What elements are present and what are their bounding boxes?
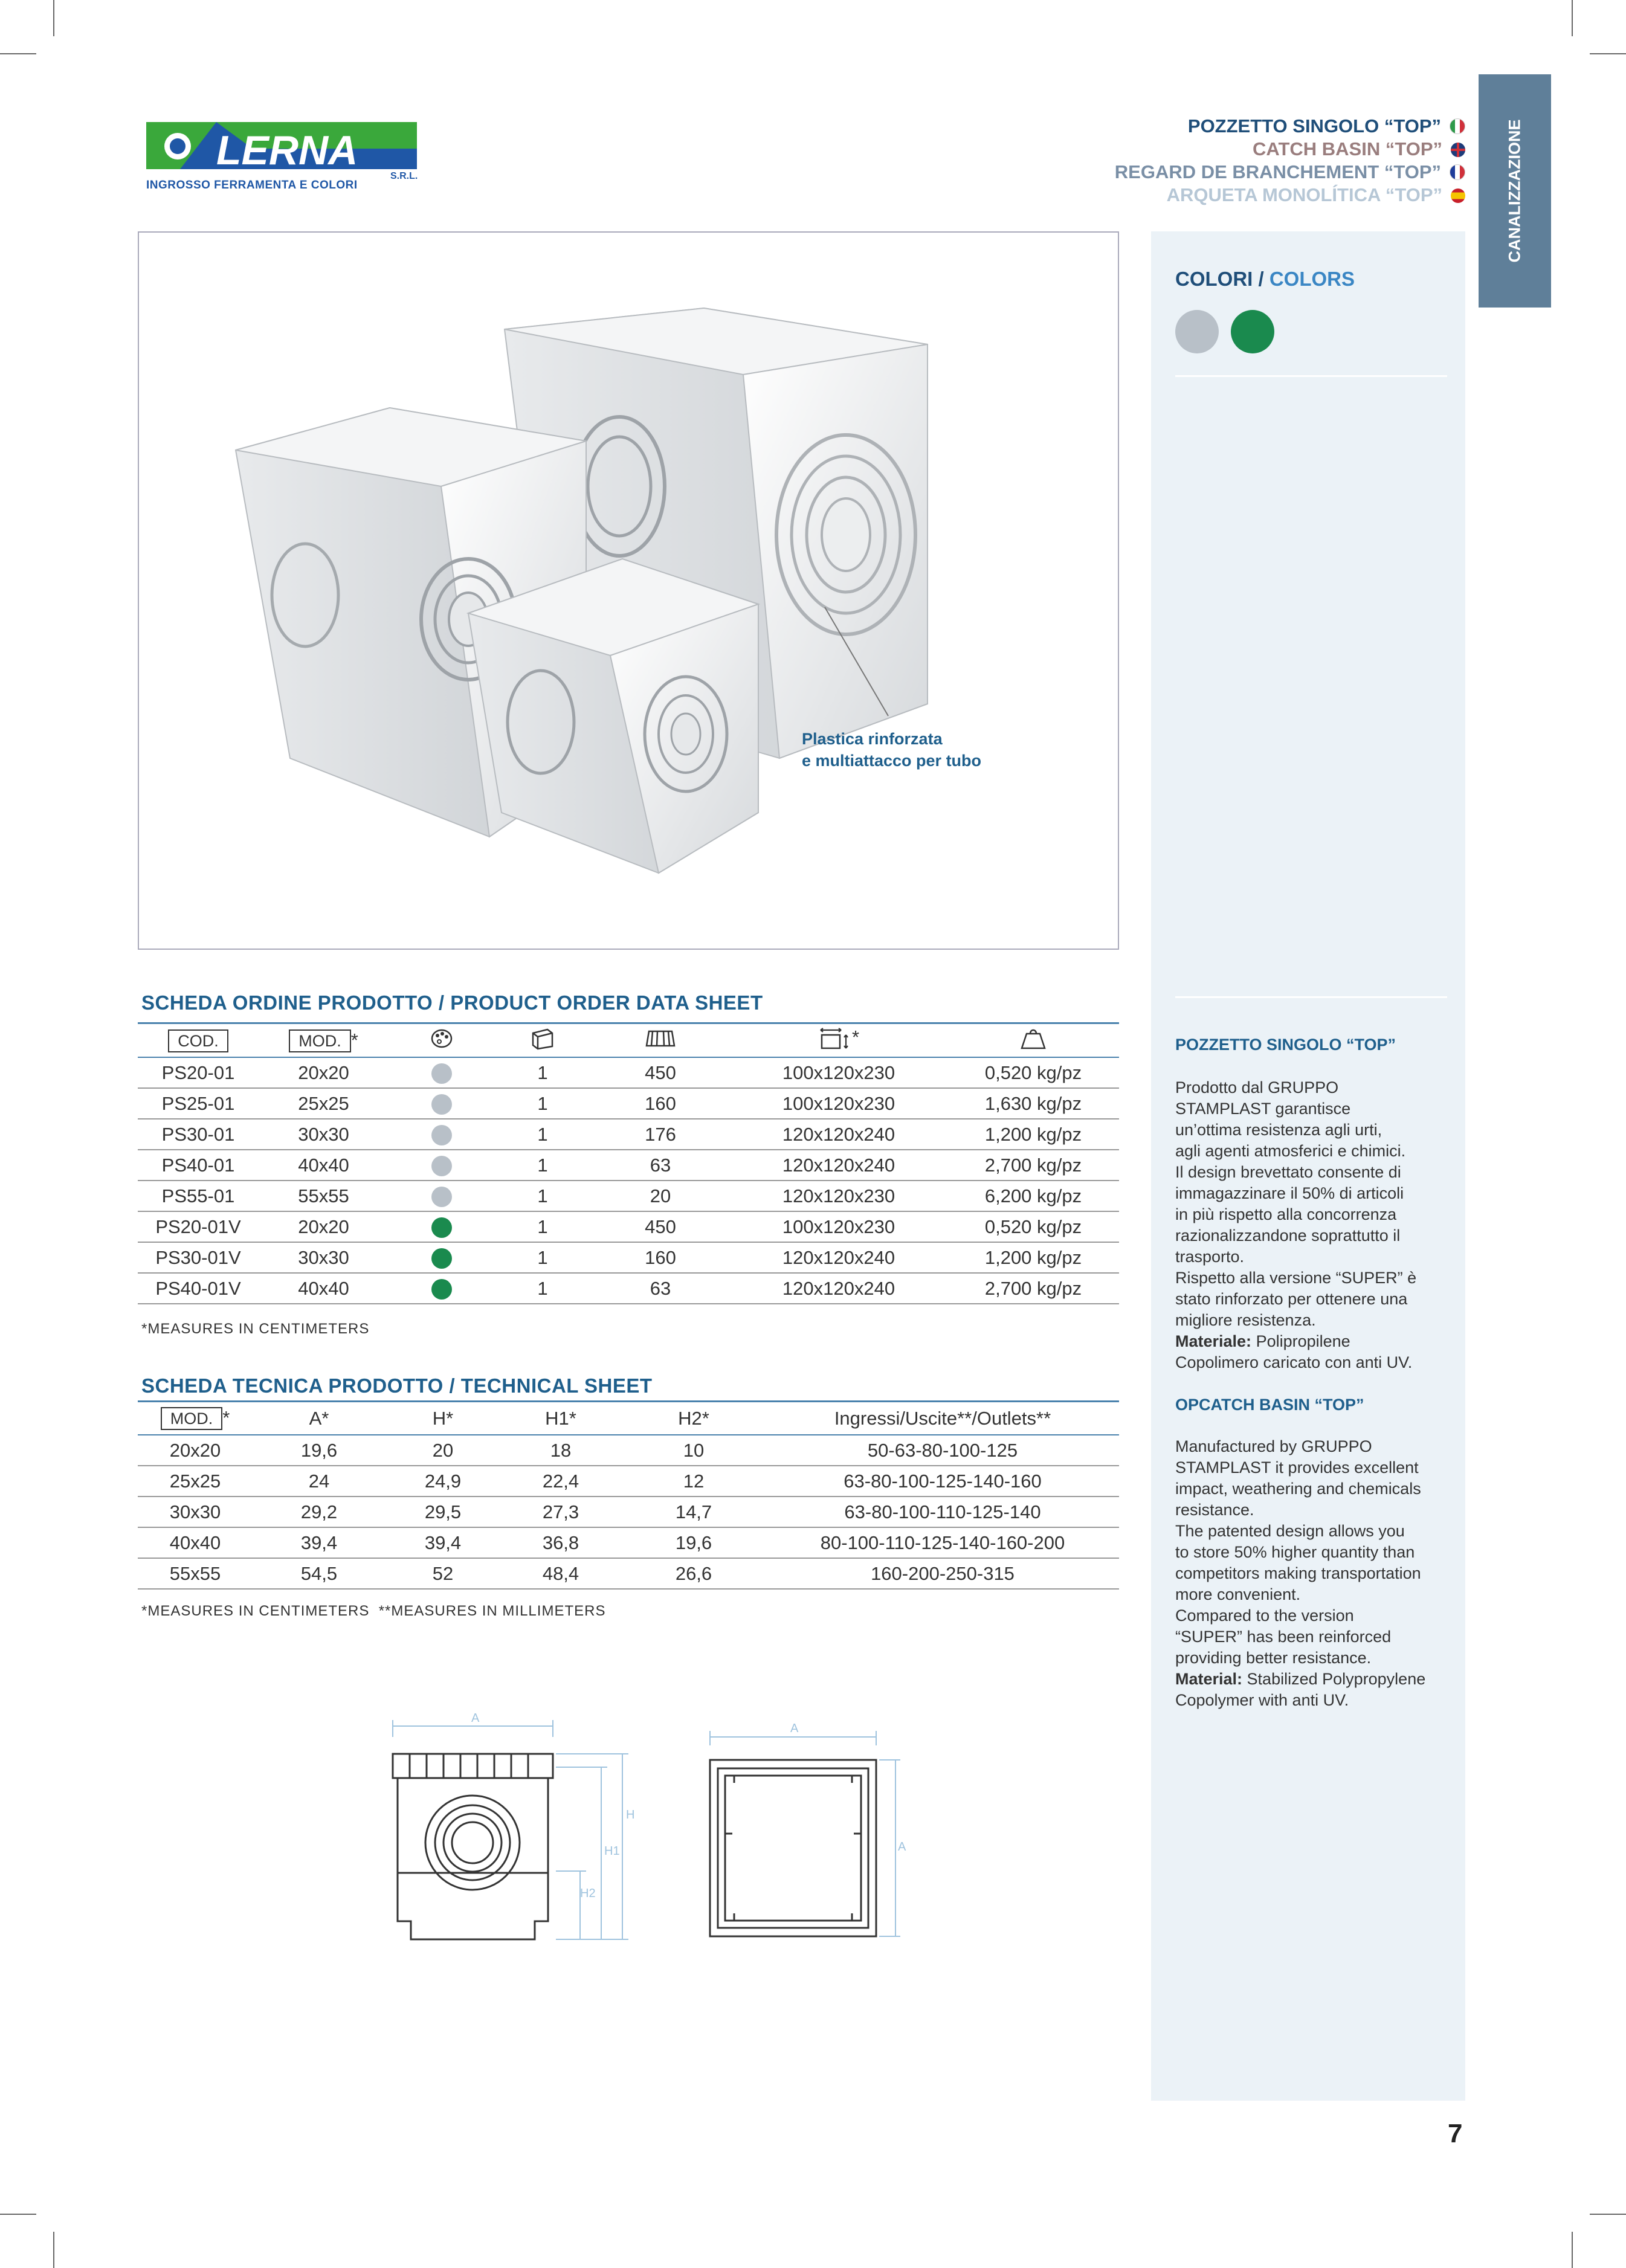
mod-star: * xyxy=(350,1029,358,1051)
logo[interactable] xyxy=(144,118,422,197)
product-photo xyxy=(138,231,1119,950)
cell-cod: PS20-01 xyxy=(138,1057,259,1088)
color-palette-icon xyxy=(430,1028,454,1049)
order-table-header xyxy=(138,1025,1119,1057)
cell-mod: 55x55 xyxy=(259,1181,389,1211)
cell-weight: 0,520 kg/pz xyxy=(947,1211,1119,1242)
crop-mark xyxy=(1572,0,1573,36)
crop-mark xyxy=(53,0,54,36)
description-it-line: trasporto. xyxy=(1175,1248,1245,1266)
cell-weight: 1,200 kg/pz xyxy=(947,1242,1119,1273)
title-es: ARQUETA MONOLÍTICA “TOP” xyxy=(1166,184,1442,205)
cell-color xyxy=(389,1057,494,1088)
box-quantity-icon xyxy=(529,1027,556,1050)
description-it-line: razionalizzandone soprattutto il xyxy=(1175,1226,1401,1245)
color-dot-grey xyxy=(431,1125,452,1145)
description-en-title: OPCATCH BASIN “TOP” xyxy=(1175,1396,1364,1414)
cell-pallet: 63 xyxy=(591,1273,730,1304)
dim-label-a: A xyxy=(471,1713,480,1725)
cell-weight: 0,520 kg/pz xyxy=(947,1057,1119,1088)
dim-label-a: A xyxy=(898,1840,906,1854)
cell-qty: 1 xyxy=(494,1242,591,1273)
color-dot-grey xyxy=(431,1187,452,1207)
cell-h1: 27,3 xyxy=(500,1496,621,1527)
cell-mod: 30x30 xyxy=(259,1242,389,1273)
callout-line: Plastica rinforzata xyxy=(802,730,943,748)
cell-h1: 22,4 xyxy=(500,1466,621,1496)
table-row xyxy=(138,1466,1119,1496)
material-en-value: Stabilized Polypropylene xyxy=(1242,1670,1426,1688)
tech-sheet-note: *MEASURES IN CENTIMETERS **MEASURES IN MILLIMETERS xyxy=(141,1603,606,1619)
flag-fr-icon xyxy=(1450,164,1465,180)
description-it xyxy=(1175,1077,1453,1373)
cell-dims: 100x120x230 xyxy=(730,1057,947,1088)
description-it-line: Prodotto dal GRUPPO xyxy=(1175,1078,1339,1097)
color-swatch-grey xyxy=(1175,310,1219,353)
description-en-line: Manufactured by GRUPPO xyxy=(1175,1437,1372,1455)
cell-weight: 1,630 kg/pz xyxy=(947,1088,1119,1119)
cell-mod: 25x25 xyxy=(259,1088,389,1119)
cell-pallet: 63 xyxy=(591,1150,730,1181)
dimensions-icon xyxy=(818,1026,852,1051)
col-mod xyxy=(259,1025,389,1057)
color-dot-grey xyxy=(431,1094,452,1115)
mod-header: MOD. xyxy=(161,1407,223,1430)
col-h: H* xyxy=(386,1403,500,1435)
logo-brand: LERNA xyxy=(216,127,358,173)
cod-header: COD. xyxy=(168,1029,228,1052)
cell-weight: 6,200 kg/pz xyxy=(947,1181,1119,1211)
cell-color xyxy=(389,1119,494,1150)
cell-a: 54,5 xyxy=(253,1558,386,1589)
cell-weight: 1,200 kg/pz xyxy=(947,1119,1119,1150)
tech-table-header xyxy=(138,1403,1119,1435)
title-es-row xyxy=(1115,184,1465,207)
cell-mod: 20x20 xyxy=(259,1057,389,1088)
order-sheet-note: *MEASURES IN CENTIMETERS xyxy=(141,1321,370,1337)
cell-pallet: 160 xyxy=(591,1242,730,1273)
material-it-value: Polipropilene xyxy=(1251,1332,1350,1350)
cell-qty: 1 xyxy=(494,1181,591,1211)
cell-pallet: 450 xyxy=(591,1211,730,1242)
material-it-line2: Copolimero caricato con anti UV. xyxy=(1175,1353,1413,1371)
page-number: 7 xyxy=(1448,2119,1463,2148)
description-it-line: Il design brevettato consente di xyxy=(1175,1163,1401,1181)
material-it xyxy=(1175,1331,1453,1352)
cell-qty: 1 xyxy=(494,1211,591,1242)
col-color xyxy=(389,1025,494,1057)
cell-a: 19,6 xyxy=(253,1435,386,1466)
cell-a: 29,2 xyxy=(253,1496,386,1527)
cell-mod: 40x40 xyxy=(259,1150,389,1181)
cell-cod: PS30-01 xyxy=(138,1119,259,1150)
table-row xyxy=(138,1558,1119,1589)
mod-star: * xyxy=(222,1407,230,1428)
description-en-line: resistance. xyxy=(1175,1501,1254,1519)
cell-h1: 48,4 xyxy=(500,1558,621,1589)
cell-dims: 120x120x240 xyxy=(730,1273,947,1304)
description-it-line: STAMPLAST garantisce xyxy=(1175,1100,1351,1118)
description-en-line: competitors making transportation xyxy=(1175,1564,1421,1582)
color-dot-grey xyxy=(431,1063,452,1084)
col-qty xyxy=(494,1025,591,1057)
cell-color xyxy=(389,1242,494,1273)
cell-mod: 40x40 xyxy=(259,1273,389,1304)
cell-h: 24,9 xyxy=(386,1466,500,1496)
callout-line: e multiattacco per tubo xyxy=(802,752,982,770)
crop-mark xyxy=(0,2214,36,2215)
crop-mark xyxy=(0,53,36,54)
cell-color xyxy=(389,1273,494,1304)
material-en xyxy=(1175,1669,1453,1690)
flag-it-icon xyxy=(1450,118,1465,134)
tech-sheet-title: SCHEDA TECNICA PRODOTTO / TECHNICAL SHEET xyxy=(141,1374,653,1397)
table-row xyxy=(138,1211,1119,1242)
cell-color xyxy=(389,1150,494,1181)
colors-heading xyxy=(1175,268,1355,291)
crop-mark xyxy=(1590,53,1626,54)
table-row xyxy=(138,1273,1119,1304)
description-it-line: un’ottima resistenza agli urti, xyxy=(1175,1121,1382,1139)
cell-dims: 120x120x240 xyxy=(730,1119,947,1150)
technical-drawing-top xyxy=(701,1719,912,1973)
divider xyxy=(1175,996,1447,998)
cell-a: 39,4 xyxy=(253,1527,386,1558)
description-it-line: migliore resistenza. xyxy=(1175,1311,1316,1329)
cell-color xyxy=(389,1181,494,1211)
weight-icon xyxy=(1019,1026,1047,1051)
cell-mod: 25x25 xyxy=(138,1466,253,1496)
section-tab-label: CANALIZZAZIONE xyxy=(1505,119,1524,263)
cell-mod: 20x20 xyxy=(138,1435,253,1466)
cell-h: 20 xyxy=(386,1435,500,1466)
col-cod xyxy=(138,1025,259,1057)
photo-callout xyxy=(802,728,981,772)
title-fr-row xyxy=(1115,161,1465,184)
col-h2: H2* xyxy=(621,1403,766,1435)
title-en: CATCH BASIN “TOP” xyxy=(1252,138,1442,159)
dim-label-a: A xyxy=(790,1722,799,1735)
cell-h: 29,5 xyxy=(386,1496,500,1527)
cell-color xyxy=(389,1211,494,1242)
col-h1: H1* xyxy=(500,1403,621,1435)
cell-io: 63-80-100-125-140-160 xyxy=(766,1466,1119,1496)
mod-header: MOD. xyxy=(289,1029,351,1052)
cell-h: 39,4 xyxy=(386,1527,500,1558)
description-en-line: “SUPER” has been reinforced xyxy=(1175,1628,1392,1646)
crop-mark xyxy=(1572,2232,1573,2268)
cell-h2: 26,6 xyxy=(621,1558,766,1589)
cell-h2: 12 xyxy=(621,1466,766,1496)
cell-pallet: 450 xyxy=(591,1057,730,1088)
cell-mod: 20x20 xyxy=(259,1211,389,1242)
tech-sheet-rule xyxy=(138,1400,1119,1402)
table-row xyxy=(138,1057,1119,1088)
dim-label-h: H xyxy=(626,1808,635,1822)
dim-label-h1: H1 xyxy=(604,1844,620,1858)
catch-basin-illustration xyxy=(139,233,1118,949)
cell-h2: 10 xyxy=(621,1435,766,1466)
description-it-line: agli agenti atmosferici e chimici. xyxy=(1175,1142,1406,1160)
cell-weight: 2,700 kg/pz xyxy=(947,1150,1119,1181)
cell-io: 160-200-250-315 xyxy=(766,1558,1119,1589)
col-weight xyxy=(947,1025,1119,1057)
cell-cod: PS20-01V xyxy=(138,1211,259,1242)
cell-color xyxy=(389,1088,494,1119)
cell-mod: 30x30 xyxy=(138,1496,253,1527)
description-en xyxy=(1175,1436,1453,1711)
divider xyxy=(1175,375,1447,377)
dims-star: * xyxy=(851,1026,860,1048)
cell-mod: 40x40 xyxy=(138,1527,253,1558)
order-sheet-rule xyxy=(138,1022,1119,1024)
cell-qty: 1 xyxy=(494,1088,591,1119)
cell-dims: 120x120x240 xyxy=(730,1242,947,1273)
order-table xyxy=(138,1025,1119,1304)
cell-dims: 120x120x230 xyxy=(730,1181,947,1211)
color-dot-green xyxy=(431,1248,452,1269)
cell-h: 52 xyxy=(386,1558,500,1589)
logo-tagline: INGROSSO FERRAMENTA E COLORI xyxy=(146,179,358,192)
cell-dims: 120x120x240 xyxy=(730,1150,947,1181)
cell-io: 50-63-80-100-125 xyxy=(766,1435,1119,1466)
table-row xyxy=(138,1527,1119,1558)
table-row xyxy=(138,1150,1119,1181)
title-it: POZZETTO SINGOLO “TOP” xyxy=(1187,115,1441,137)
cell-a: 24 xyxy=(253,1466,386,1496)
table-row xyxy=(138,1435,1119,1466)
cell-pallet: 20 xyxy=(591,1181,730,1211)
color-dot-grey xyxy=(431,1156,452,1176)
cell-h1: 18 xyxy=(500,1435,621,1466)
dim-label-h2: H2 xyxy=(580,1887,596,1900)
color-dot-green xyxy=(431,1279,452,1300)
cell-h1: 36,8 xyxy=(500,1527,621,1558)
cell-qty: 1 xyxy=(494,1057,591,1088)
description-en-line: to store 50% higher quantity than xyxy=(1175,1543,1415,1561)
colors-label-en: COLORS xyxy=(1269,268,1355,290)
cell-io: 63-80-100-110-125-140 xyxy=(766,1496,1119,1527)
cell-cod: PS30-01V xyxy=(138,1242,259,1273)
flag-es-icon xyxy=(1451,188,1465,203)
title-fr: REGARD DE BRANCHEMENT “TOP” xyxy=(1114,161,1441,182)
tech-table xyxy=(138,1403,1119,1590)
cell-weight: 2,700 kg/pz xyxy=(947,1273,1119,1304)
cell-h2: 14,7 xyxy=(621,1496,766,1527)
cell-h2: 19,6 xyxy=(621,1527,766,1558)
logo-suffix: S.R.L. xyxy=(390,171,418,181)
col-mod xyxy=(138,1403,253,1435)
color-swatch-green xyxy=(1231,310,1274,353)
table-row xyxy=(138,1181,1119,1211)
technical-drawing-side xyxy=(381,1713,640,1979)
cell-dims: 100x120x230 xyxy=(730,1211,947,1242)
colors-label-it: COLORI / xyxy=(1175,268,1264,290)
description-it-line: in più rispetto alla concorrenza xyxy=(1175,1205,1397,1223)
cell-mod: 55x55 xyxy=(138,1558,253,1589)
cell-cod: PS55-01 xyxy=(138,1181,259,1211)
cell-mod: 30x30 xyxy=(259,1119,389,1150)
cell-cod: PS40-01 xyxy=(138,1150,259,1181)
description-en-line: more convenient. xyxy=(1175,1585,1301,1603)
material-en-line2: Copolymer with anti UV. xyxy=(1175,1691,1349,1709)
description-it-line: Rispetto alla versione “SUPER” è xyxy=(1175,1269,1417,1287)
cell-pallet: 160 xyxy=(591,1088,730,1119)
material-en-label: Material: xyxy=(1175,1670,1243,1688)
description-en-line: impact, weathering and chemicals xyxy=(1175,1480,1421,1498)
description-it-title: POZZETTO SINGOLO “TOP” xyxy=(1175,1036,1396,1054)
title-it-row xyxy=(1115,115,1465,138)
description-en-line: Compared to the version xyxy=(1175,1606,1354,1625)
section-tab[interactable] xyxy=(1479,74,1551,308)
cell-qty: 1 xyxy=(494,1150,591,1181)
cell-io: 80-100-110-125-140-160-200 xyxy=(766,1527,1119,1558)
description-en-line: STAMPLAST it provides excellent xyxy=(1175,1458,1419,1477)
table-row xyxy=(138,1496,1119,1527)
cell-cod: PS25-01 xyxy=(138,1088,259,1119)
material-it-label: Materiale: xyxy=(1175,1332,1252,1350)
cell-pallet: 176 xyxy=(591,1119,730,1150)
table-row xyxy=(138,1119,1119,1150)
side-panel xyxy=(1151,231,1465,2101)
crop-mark xyxy=(1590,2214,1626,2215)
cell-qty: 1 xyxy=(494,1273,591,1304)
cell-qty: 1 xyxy=(494,1119,591,1150)
col-dims xyxy=(730,1025,947,1057)
col-pallet xyxy=(591,1025,730,1057)
cell-cod: PS40-01V xyxy=(138,1273,259,1304)
description-en-line: providing better resistance. xyxy=(1175,1649,1372,1667)
description-en-line: The patented design allows you xyxy=(1175,1522,1405,1540)
col-io: Ingressi/Uscite**/Outlets** xyxy=(766,1403,1119,1435)
description-it-line: stato rinforzato per ottenere una xyxy=(1175,1290,1408,1308)
crop-mark xyxy=(53,2232,54,2268)
pallet-icon xyxy=(644,1028,677,1049)
col-a: A* xyxy=(253,1403,386,1435)
cell-dims: 100x120x230 xyxy=(730,1088,947,1119)
order-sheet-title: SCHEDA ORDINE PRODOTTO / PRODUCT ORDER DATA SHEET xyxy=(141,991,763,1014)
description-it-line: immagazzinare il 50% di articoli xyxy=(1175,1184,1404,1202)
logo-graphic xyxy=(144,118,422,185)
color-dot-green xyxy=(431,1217,452,1238)
table-row xyxy=(138,1088,1119,1119)
table-row xyxy=(138,1242,1119,1273)
title-en-row xyxy=(1115,138,1465,161)
header-titles xyxy=(1115,115,1465,207)
flag-uk-icon xyxy=(1451,143,1465,157)
